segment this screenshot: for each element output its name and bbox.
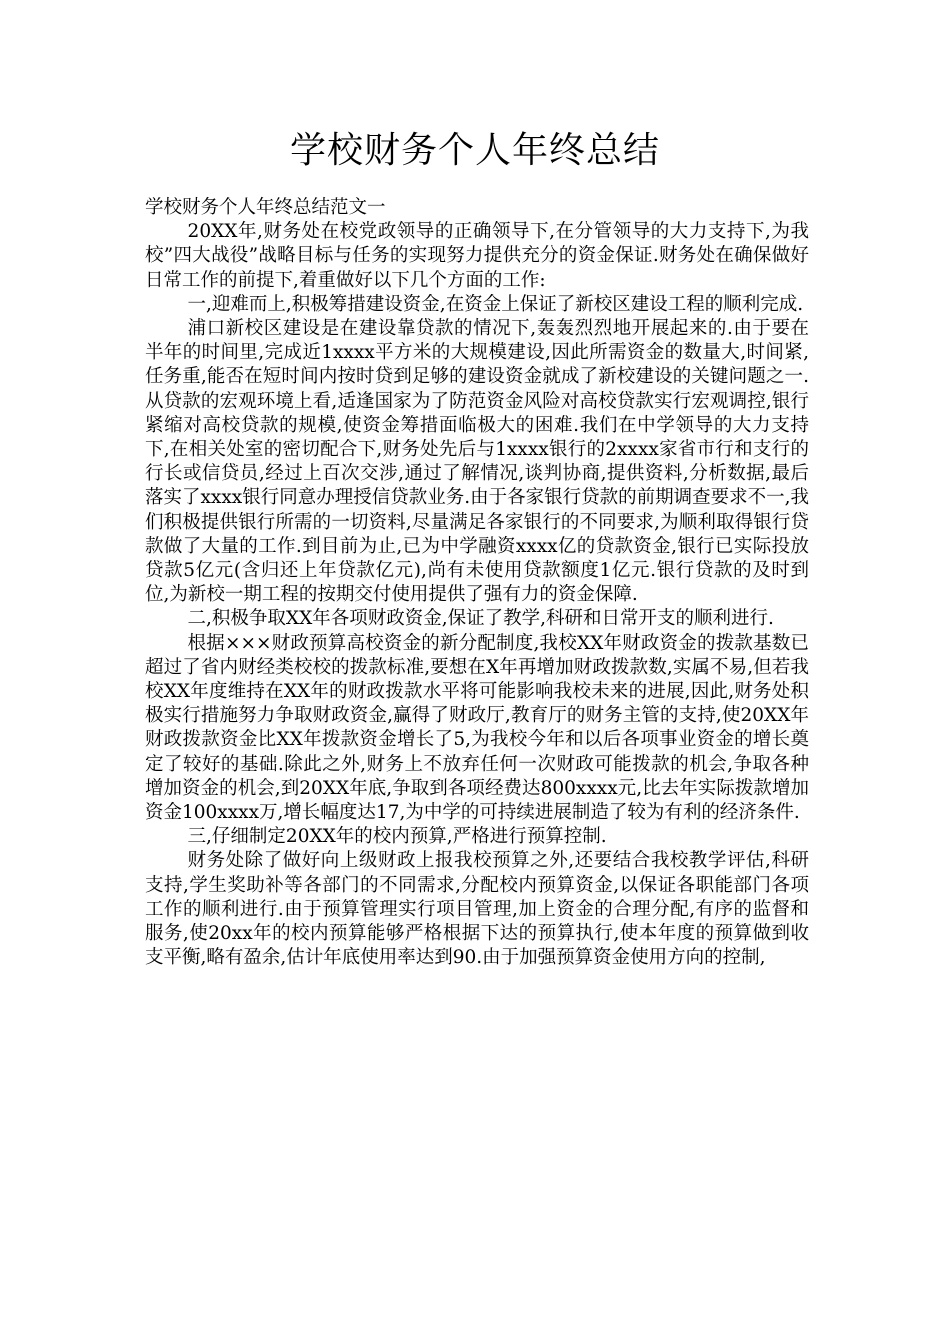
- subtitle-paragraph: 学校财务个人年终总结范文一: [145, 197, 386, 218]
- document-body: [145, 196, 809, 971]
- intro-paragraph: 20XX年,财务处在校党政领导的正确领导下,在分管领导的大力支持下,为我校”四大战役”战略目标与任务的实现努力提供充分的资金保证.财务处在确保做好日常工作的前提下,着重做好以下几个方面的工作:: [145, 221, 809, 291]
- section-heading-1: 一,迎难而上,积极筹措建设资金,在资金上保证了新校区建设工程的顺利完成.: [187, 293, 804, 315]
- section-heading-2: 二,积极争取XX年各项财政资金,保证了教学,科研和日常开支的顺利进行.: [187, 608, 774, 630]
- body-paragraph: 浦口新校区建设是在建设靠贷款的情况下,轰轰烈烈地开展起来的.由于要在半年的时间里,完成近1xxxx平方米的大规模建设,因此所需资金的数量大,时间紧,任务重,能否在短时间内按时贷到足够的建设资金就成了新校建设的关键问题之一.从贷款的宏观环境上看,适逢国家为了防范资金风险对高校贷款实行宏观调控,银行紧缩对高校贷款的规模,使资金筹措面临极大的困难.我们在中学领导的大力支持下,在相关处室的密切配合下,财务处先后与1xxxx银行的2xxxx家省市行和支行的行长或信贷员,经过上百次交涉,通过了解情况,谈判协商,提供资料,分析数据,最后落实了xxxx银行同意办理授信贷款业务.由于各家银行贷款的前期调查要求不一,我们积极提供银行所需的一切资料,尽量满足各家银行的不同要求,为顺利取得银行贷款做了大量的工作.到目前为止,已为中学融资xxxx亿的贷款资金,银行已实际投放贷款5亿元(含归还上年贷款亿元),尚有未使用贷款额度1亿元.银行贷款的及时到位,为新校一期工程的按期交付使用提供了强有力的资金保障.: [145, 318, 809, 606]
- body-paragraph: 财务处除了做好向上级财政上报我校预算之外,还要结合我校教学评估,科研支持,学生奖助补等各部门的不同需求,分配校内预算资金,以保证各职能部门各项工作的顺利进行.由于预算管理实行项目管理,加上资金的合理分配,有序的监督和服务,使20xx年的校内预算能够严格根据下达的预算执行,使本年度的预算做到收支平衡,略有盈余,估计年底使用率达到90.由于加强预算资金使用方向的控制,: [145, 850, 809, 969]
- body-paragraph: 根据×××财政预算高校资金的新分配制度,我校XX年财政资金的拨款基数已超过了省内财经类校校的拨款标准,要想在X年再增加财政拨款数,实属不易,但若我校XX年度维持在XX年的财政拨款水平将可能影响我校未来的进展,因此,财务处积极实行措施努力争取财政资金,赢得了财政厅,教育厅的财务主管的支持,使20XX年财政拨款资金比XX年拨款资金增长了5,为我校今年和以后各项事业资金的增长奠定了较好的基础.除此之外,财务上不放弃任何一次财政可能拨款的机会,争取各种增加资金的机会,到20XX年底,争取到各项经费达800xxxx元,比去年实际拨款增加资金100xxxx万,增长幅度达17,为中学的可持续进展制造了较为有利的经济条件.: [145, 632, 809, 824]
- document-title: 学校财务个人年终总结: [289, 130, 660, 171]
- section-heading-3: 三,仔细制定20XX年的校内预算,严格进行预算控制.: [187, 826, 607, 848]
